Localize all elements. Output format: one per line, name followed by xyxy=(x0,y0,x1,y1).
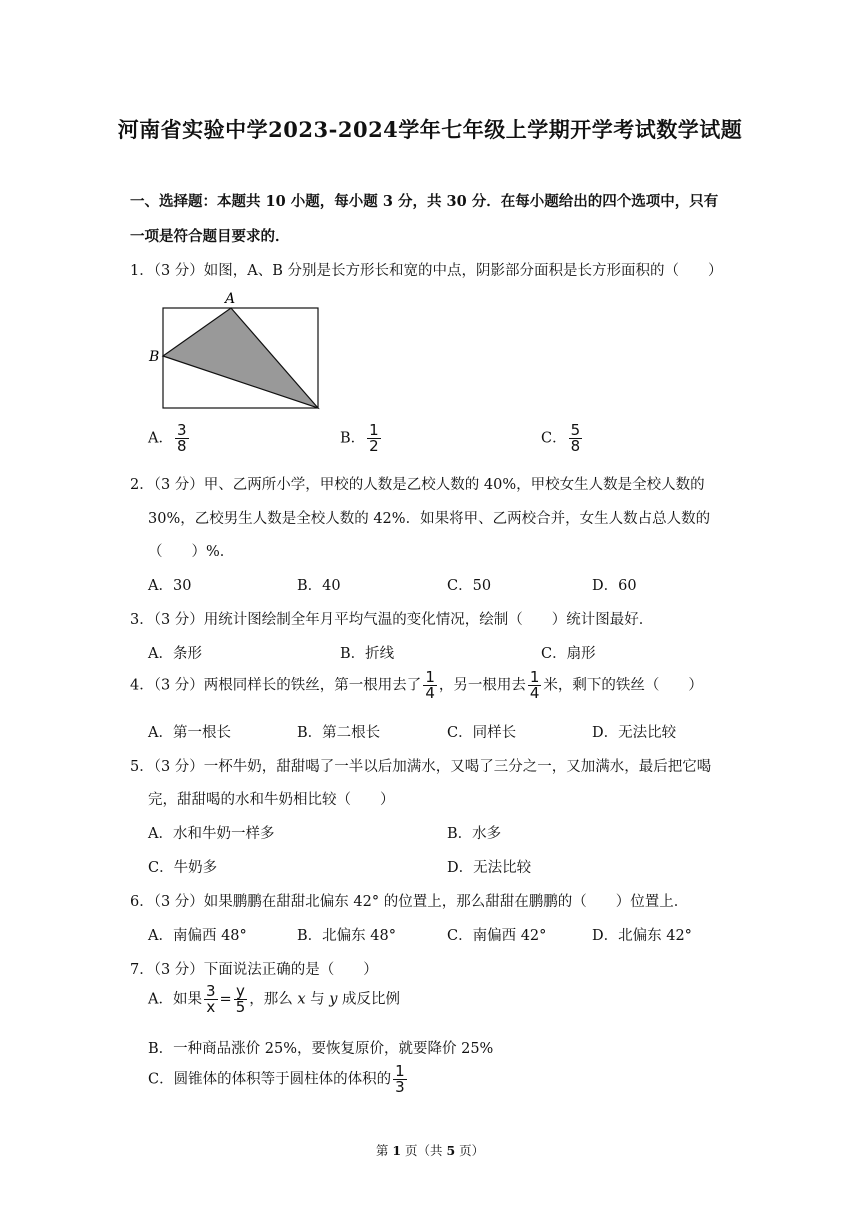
q3-option-b[interactable]: B．折线 xyxy=(340,646,395,662)
question-7: 7．（3 分）下面说法正确的是（ ） xyxy=(130,962,378,978)
question-2-line3: （ ）%． xyxy=(148,544,235,560)
page-total: 5 xyxy=(446,1143,456,1158)
label-b: B xyxy=(149,349,160,365)
q1-option-a[interactable] xyxy=(148,423,191,454)
q2-option-d[interactable]: D．60 xyxy=(592,578,637,594)
q2-option-a[interactable]: A．30 xyxy=(148,578,192,594)
q5-option-a[interactable]: A．水和牛奶一样多 xyxy=(148,826,275,842)
question-1-figure xyxy=(145,288,335,418)
q6-option-d[interactable]: D．北偏东 42° xyxy=(592,928,692,944)
q4-option-b[interactable]: B．第二根长 xyxy=(297,725,381,741)
option-letter: C． xyxy=(541,430,567,447)
question-3: 3．（3 分）用统计图绘制全年月平均气温的变化情况，绘制（ ）统计图最好． xyxy=(130,612,654,628)
question-1: 1．（3 分）如图，A、B 分别是长方形长和宽的中点，阴影部分面积是长方形面积的（ ） xyxy=(130,263,723,279)
shaded-triangle xyxy=(163,308,318,408)
fraction-one-quarter: $\frac{1}{4}$ xyxy=(529,668,540,702)
fraction-one-quarter: $\frac{1}{4}$ xyxy=(425,668,435,702)
page-title: 河南省实验中学2023-2024学年七年级上学期开学考试数学试题 xyxy=(117,117,743,142)
fraction: $\frac{3}{8}$ xyxy=(176,421,187,455)
q7-option-a[interactable]: A．如果 $\frac{3}{x}$ = $\frac{y}{5}$ ，那么 x 与 y 成反比例 xyxy=(148,982,401,1016)
section-heading-line1: 一、选择题：本题共 10 小题，每小题 3 分，共 30 分．在每小题给出的四个选项中，只有 xyxy=(130,193,719,210)
fraction-y-over-5: $\frac{y}{5}$ xyxy=(235,982,246,1016)
q6-option-a[interactable]: A．南偏西 48° xyxy=(148,928,247,944)
page-footer: 第 1 页（共 5 页） xyxy=(375,1143,485,1158)
question-5-line2: 完，甜甜喝的水和牛奶相比较（ ） xyxy=(148,792,395,808)
q1-option-b[interactable] xyxy=(340,423,383,454)
q5-option-d[interactable]: D．无法比较 xyxy=(447,860,532,876)
fraction-one-third: $\frac{1}{3}$ xyxy=(395,1062,405,1096)
q6-option-b[interactable]: B．北偏东 48° xyxy=(297,928,396,944)
question-6: 6．（3 分）如果鹏鹏在甜甜北偏东 42° 的位置上，那么甜甜在鹏鹏的（ ）位置上． xyxy=(130,894,689,910)
fraction: $\frac{1}{2}$ xyxy=(369,421,379,455)
q4-option-a[interactable]: A．第一根长 xyxy=(148,725,231,741)
question-2-line1: 2．（3 分）甲、乙两所小学，甲校的人数是乙校人数的 40%，甲校女生人数是全校人数的 xyxy=(130,477,705,493)
question-2-line2: 30%，乙校男生人数是全校人数的 42%．如果将甲、乙两校合并，女生人数占总人数的 xyxy=(148,511,711,527)
fraction-3-over-x: $\frac{3}{x}$ xyxy=(205,982,216,1016)
q1-option-c[interactable] xyxy=(541,423,584,454)
question-4: 4．（3 分）两根同样长的铁丝，第一根用去了 $\frac{1}{4}$ ，另一根用去 $\frac{1}{4}$ 米，剩下的铁丝（ ） xyxy=(130,668,703,702)
q5-option-c[interactable]: C．牛奶多 xyxy=(148,860,218,876)
q2-option-c[interactable]: C．50 xyxy=(447,578,492,594)
q6-option-c[interactable]: C．南偏西 42° xyxy=(447,928,547,944)
page-number: 1 xyxy=(392,1143,402,1158)
fraction: $\frac{5}{8}$ xyxy=(570,421,581,455)
q7-option-b[interactable]: B．一种商品涨价 25%，要恢复原价，就要降价 25% xyxy=(148,1041,494,1057)
q4-option-c[interactable]: C．同样长 xyxy=(447,725,517,741)
label-a: A xyxy=(225,291,236,307)
question-5-line1: 5．（3 分）一杯牛奶，甜甜喝了一半以后加满水，又喝了三分之一，又加满水，最后把它喝 xyxy=(130,759,712,775)
q3-option-c[interactable]: C．扇形 xyxy=(541,646,596,662)
q7-option-c[interactable]: C．圆锥体的体积等于圆柱体的体积的 $\frac{1}{3}$ xyxy=(148,1062,405,1096)
section-heading-line2: 一项是符合题目要求的． xyxy=(130,228,290,245)
q5-option-b[interactable]: B．水多 xyxy=(447,826,502,842)
q2-option-b[interactable]: B．40 xyxy=(297,578,341,594)
option-letter: B． xyxy=(340,430,366,447)
option-letter: A． xyxy=(148,430,173,447)
q4-option-d[interactable]: D．无法比较 xyxy=(592,725,677,741)
q3-option-a[interactable]: A．条形 xyxy=(148,646,202,662)
